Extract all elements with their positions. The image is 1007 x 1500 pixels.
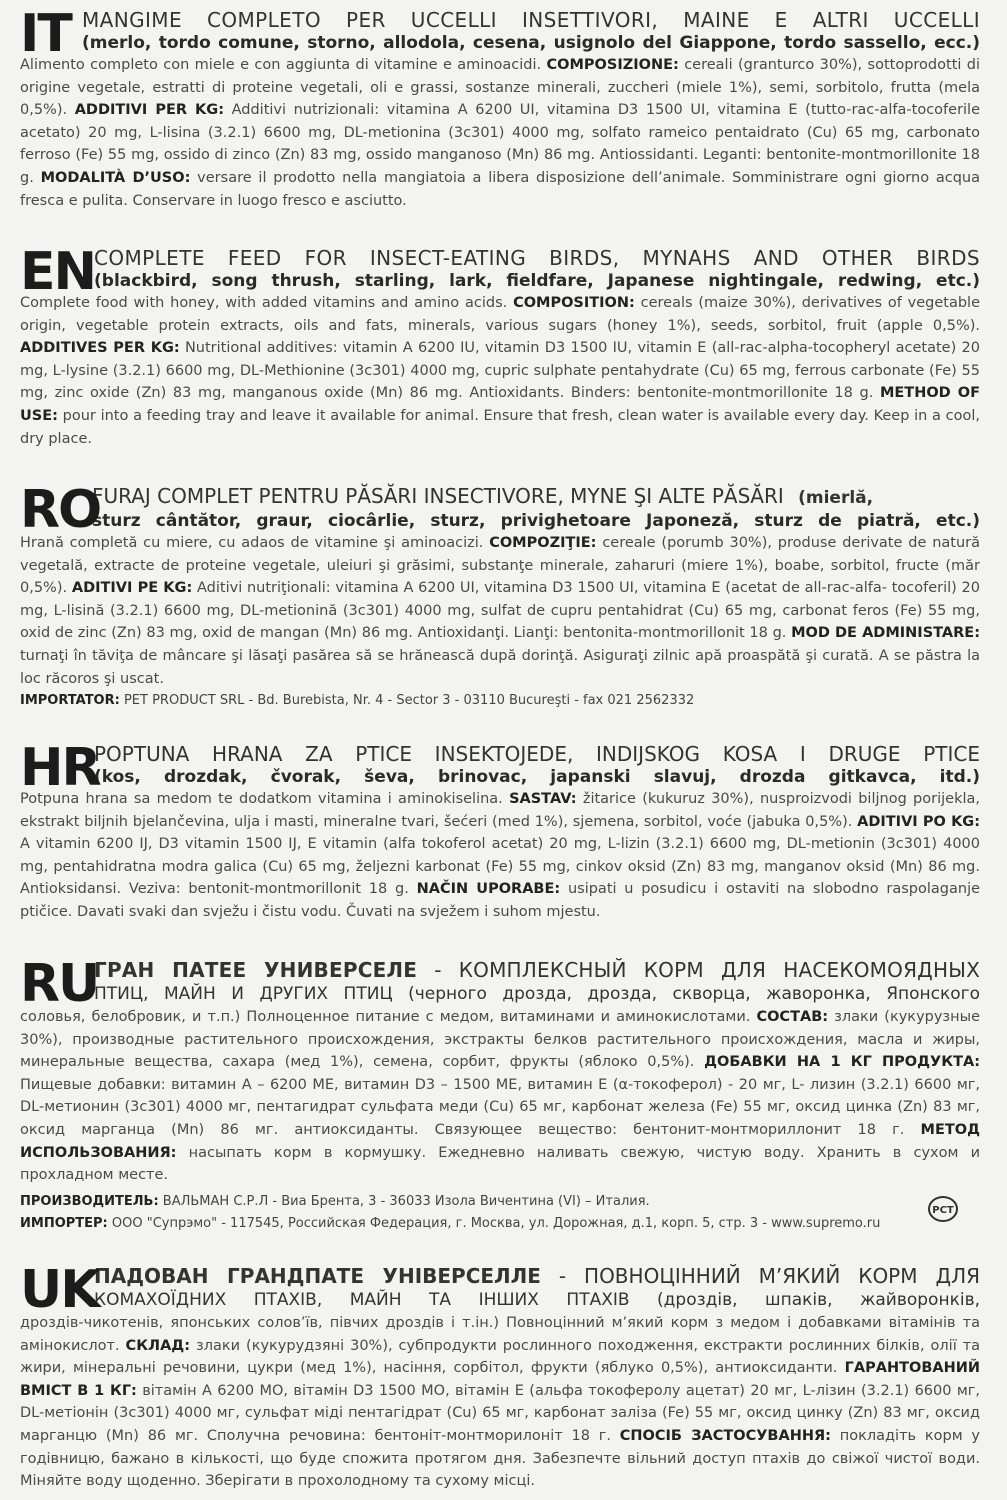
section-uk xyxy=(20,1260,981,1493)
section-hr xyxy=(20,738,981,924)
language-code: UK xyxy=(20,1260,99,1320)
section-body: Complete food with honey, with added vitamins and amino acids. COMPOSITION: cereals (maize 30%), derivatives of vegetable origin, vegetable protein extracts, oils and fats, minerals, various sugars (honey 1%), seeds, sorbitol, fruit (apple 0,5%). ADDITIVES PER KG: Nutritional additives: vitamin A 6200 IU, vitamin D3 1500 IU, vitamin E (all-rac-alpha-tocopheryl acetate) 20 mg, L-lysine (3.2.1) 6600 mg, DL-Methionine (3c301) 4000 mg, cupric sulphate pentahydrate (Cu) 65 mg, ferrous carbonate (Fe) 55 mg, zinc oxide (Zn) 83 mg, manganous oxide (Mn) 86 mg. Antioxidants. Binders: bentonite-montmorillonite 18 g. METHOD OF USE: pour into a feeding tray and leave it available for animal. Ensure that fresh, clean water is available every day. Keep in a cool, dry place. xyxy=(20,295,981,447)
section-body: соловья, белобровик, и т.п.) Полноценное питание с медом, витаминами и аминокислотами. СОСТАВ: злаки (кукурузные 30%), производные растительного происхождения, экстракты белков растительного происхождения, масла и жиры, минеральные вещества, сахара (мед 1%), семена, сорбит, фрукты (яблоко 0,5%). ДОБАВКИ НА 1 КГ ПРОДУКТА: Пищевые добавки: витамин А – 6200 МЕ, витамин D3 – 1500 МЕ, витамин Е (α-токоферол) - 20 мг, L- лизин (3.2.1) 6600 мг, DL-метионин (3c301) 4000 мг, пентагидрат сульфата меди (Cu) 65 мг, карбонат железа (Fe) 55 мг, оксид цинка (Zn) 83 мг, оксид марганца (Mn) 86 мг. антиоксиданты. Связующее вещество: бентонит-монтмориллонит 18 г. МЕТОД ИСПОЛЬЗОВАНИЯ: насыпать корм в кормушку. Ежедневно наливать свежую, чистую воду. Хранить в сухом и прохладном месте. xyxy=(20,1009,981,1184)
section-title: MANGIME COMPLETO PER UCCELLI INSETTIVORI, MAINE E ALTRI UCCELLI xyxy=(82,8,980,32)
section-subtitle: (blackbird, song thrush, starling, lark, fieldfare, Japanese nightingale, redwing, etc.) xyxy=(94,271,980,291)
language-code: RU xyxy=(20,954,99,1014)
section-body: дроздів-чикотенів, японських солов’їв, півчих дроздів і т.ін.) Повноцінний м’який корм з медом і добавками вітамінів та амінокислот. СКЛАД: злаки (кукурудзяні 30%), субпродукти рослинного походження, екстракти рослинних білків, олії та жири, мінеральні речовини, цукри (мед 1%), насіння, сорбітол, фрукти (яблуко 0,5%), антиоксиданти. ГАРАНТОВАНИЙ ВМІСТ В 1 КГ: вітамін А 6200 МО, вітамін D3 1500 МО, вітамін Е (альфа токоферолу ацетат) 20 мг, L-лізин (3.2.1) 6600 мг, DL-метіонін (3c301) 4000 мг, сульфат міді пентагідрат (Cu) 65 мг, карбонат заліза (Fe) 55 мг, оксид цинку (Zn) 83 мг, оксид марганцю (Mn) 86 мг. Сполучна речовина: бентоніт-монтморилоніт 18 г. СПОСІБ ЗАСТОСУВАННЯ: покладіть корм у годівницю, бажано в кількості, що буде спожита протягом дня. Забезпечте вільний доступ птахів до свіжої чистої води. Міняйте воду щоденно. Зберігати в прохолодному та сухому місці. xyxy=(20,1315,981,1490)
section-title: FURAJ COMPLET PENTRU PĂSĂRI INSECTIVORE, MYNE ŞI ALTE PĂSĂRI (mierlă, xyxy=(92,484,874,508)
section-title: POPTUNA HRANA ZA PTICE INSEKTOJEDE, INDIJSKOG KOSA I DRUGE PTICE xyxy=(94,742,980,766)
section-title: ПАДОВАН ГРАНДПАТЕ УНІВЕРСЕЛЛЕ - ПОВНОЦІННИЙ М’ЯКИЙ КОРМ ДЛЯ xyxy=(94,1264,981,1288)
svg-text:РСТ: РСТ xyxy=(932,1205,954,1216)
section-body: Alimento completo con miele e con aggiunta di vitamine e aminoacidi. COMPOSIZIONE: cereali (granturco 30%), sottoprodotti di origine vegetale, estratti di proteine vegetali, oli e grassi, sostanze minerali, zuccheri (miele 1%), semi, sorbitolo, frutta (mela 0,5%). ADDITIVI PER KG: Additivi nutrizionali: vitamina A 6200 UI, vitamina D3 1500 UI, vitamina E (tutto-rac-alfa-tocoferile acetato) 20 mg, L-lisina (3.2.1) 6600 mg, DL-metionina (3c301) 4000 mg, solfato rameico pentaidrato (Cu) 65 mg, carbonato ferroso (Fe) 55 mg, ossido di zinco (Zn) 83 mg, ossido manganoso (Mn) 86 mg. Antiossidanti. Leganti: bentonite-montmorillonite 18 g. MODALITÀ D’USO: versare il prodotto nella mangiatoia a libera disposizione dell’animale. Somministrare ogni giorno acqua fresca e pulita. Conservare in luogo fresco e asciutto. xyxy=(20,57,981,209)
certification-mark-icon xyxy=(928,1196,958,1222)
language-code: HR xyxy=(20,738,100,798)
section-it xyxy=(20,4,981,212)
importer-line: ИМПОРТЕР: ООО "Супрэмо" - 117545, Российская Федерация, г. Москва, ул. Дорожная, д.1, корп. 5, стр. 3 - www.supremo.ru xyxy=(20,1215,881,1231)
language-code: IT xyxy=(20,4,71,64)
producer-line: ПРОИЗВОДИТЕЛЬ: ВАЛЬМАН С.Р.Л - Виа Брента, 3 - 36033 Изола Вичентина (VI) – Италия. xyxy=(20,1193,650,1209)
section-title: COMPLETE FEED FOR INSECT-EATING BIRDS, MYNAHS AND OTHER BIRDS xyxy=(94,246,980,270)
language-code: RO xyxy=(20,480,101,540)
section-title: ГРАН ПАТЕЕ УНИВЕРСЕЛЕ - КОМПЛЕКСНЫЙ КОРМ ДЛЯ НАСЕКОМОЯДНЫХ xyxy=(94,958,980,982)
section-body: Potpuna hrana sa medom te dodatkom vitamina i aminokiselina. SASTAV: žitarice (kukuruz 30%), nusproizvodi biljnog porijekla, ekstrakt biljnih bjelančevina, ulja i masti, mineralne tvari, šećeri (med 1%), sjemena, sorbitol, voće (jabuka 0,5%). ADITIVI PO KG: A vitamin 6200 IJ, D3 vitamin 1500 IJ, E vitamin (alfa tokoferol acetat) 20 mg, L-lizin (3.2.1) 6600 mg, DL-metionin (3c301) 4000 mg, pentahidratna modra galica (Cu) 65 mg, željezni karbonat (Fe) 55 mg, cinkov oksid (Zn) 83 mg, manganov oksid (Mn) 86 mg. Antioksidansi. Veziva: bentonit-montmorillonit 18 g. NAČIN UPORABE: usipati u posudicu i ostaviti na slobodno raspolaganje ptičice. Davati svaki dan svježu i čistu vodu. Čuvati na svježem i suhom mjestu. xyxy=(20,791,981,920)
section-title-line2: КОМАХОЇДНИХ ПТАХІВ, МАЙН ТА ІНШИХ ПТАХІВ (дроздів, шпаків, жайворонків, xyxy=(94,1290,980,1310)
section-title-line2: ПТИЦ, МАЙН И ДРУГИХ ПТИЦ (черного дрозда, дрозда, скворца, жаворонка, Японского xyxy=(94,984,980,1004)
importer-line: IMPORTATOR: PET PRODUCT SRL - Bd. Burebista, Nr. 4 - Sector 3 - 03110 Bucureşti - fax 021 2562332 xyxy=(20,693,695,709)
section-subtitle: (kos, drozdak, čvorak, ševa, brinovac, japanski slavuj, drozda gitkavca, itd.) xyxy=(94,767,980,787)
section-subtitle: (merlo, tordo comune, storno, allodola, cesena, usignolo del Giappone, tordo sassello, ecc.) xyxy=(82,33,980,53)
section-en xyxy=(20,242,981,450)
section-ru xyxy=(20,954,981,1235)
language-code: EN xyxy=(20,242,96,302)
section-ro xyxy=(20,480,981,712)
section-body: Hrană completă cu miere, cu adaos de vitamine şi aminoacizi. COMPOZIŢIE: cereale (porumb 30%), produse derivate de natură vegetală, extracte de proteine vegetale, uleiuri şi grăsimi, substanţe minerale, zaharuri (miere 1%), boabe, sorbitol, fructe (măr 0,5%). ADITIVI PE KG: Aditivi nutriţionali: vitamina A 6200 UI, vitamina D3 1500 UI, vitamina E (acetat de all-rac-alfa- tocoferil) 20 mg, L-lisină (3.2.1) 6600 mg, DL-metionină (3c301) 4000 mg, sulfat de cupru pentahidrat (Cu) 65 mg, carbonat feros (Fe) 55 mg, oxid de zinc (Zn) 83 mg, oxid de mangan (Mn) 86 mg. Antioxidanţi. Lianţi: bentonita-montmorillonit 18 g. MOD DE ADMINISTARE: turnaţi în tăviţa de mâncare şi lăsaţi pasărea să se hrănească după dorinţă. Asiguraţi zilnic apă proaspătă şi curată. A se păstra la loc răcoros şi uscat. xyxy=(20,535,981,687)
section-subtitle: sturz cântător, graur, ciocârlie, sturz, privighetoare Japoneză, sturz de piatră, etc.) xyxy=(92,511,980,531)
